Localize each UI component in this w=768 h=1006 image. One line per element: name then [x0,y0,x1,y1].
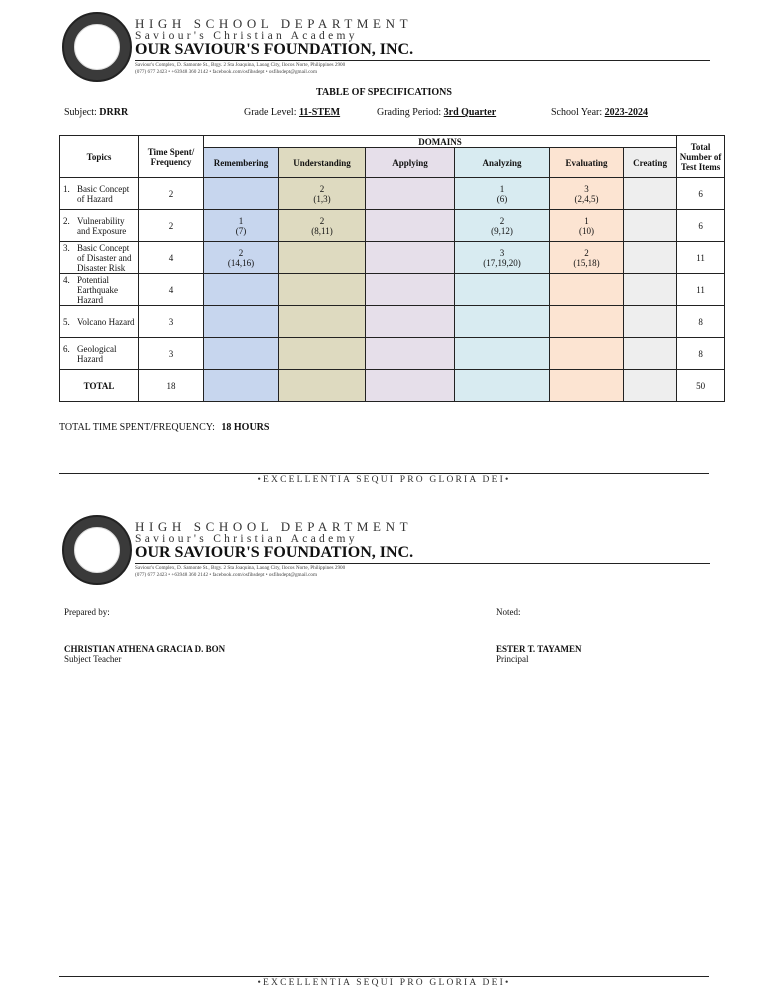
item-numbers: (6) [496,193,508,204]
item-count: 2 [319,215,325,226]
item-count: 1 [238,215,244,226]
academy-name: Saviour's Christian Academy [135,30,358,42]
item-count: 3 [499,247,505,258]
header-rule-2 [135,563,710,564]
letterhead-1 [62,12,712,78]
period-label: Grading Period: [377,107,442,118]
remembering-cell [204,306,279,338]
item-numbers: (15,18) [573,257,600,268]
foundation-name: OUR SAVIOUR'S FOUNDATION, INC. [135,41,414,58]
prepared-by-role: Subject Teacher [64,654,122,664]
item-count: 3 [584,183,589,194]
table-total-row [60,370,725,402]
year-info [551,107,648,118]
creating-cell [624,274,677,306]
total-items-cell: 11 [677,274,725,306]
address-text-2 [135,565,710,578]
topic-cell [60,210,139,242]
time-cell: 3 [139,306,204,338]
item-numbers: (14,16) [227,257,255,268]
grade-value: 11-STEM [298,107,341,118]
applying-cell [366,338,455,370]
grade-label: Grade Level: [244,107,297,118]
address-line-2: (077) 677 2423 • +63948 360 2142 • facebook.com/osfihsdept • osfihsdept@gmail.com [135,68,318,75]
analyzing-cell [455,242,550,274]
table-row [60,338,725,370]
analyzing-cell [455,274,550,306]
prepared-by-block [64,607,225,664]
prepared-by-name: CHRISTIAN ATHENA GRACIA D. BON [64,644,226,654]
header-time-spent: Time Spent/ Frequency [139,136,204,178]
understanding-cell [279,242,366,274]
topic-number: 2. [63,215,70,226]
header-rule [135,60,710,61]
period-info [377,107,496,118]
address-text [135,62,710,75]
time-cell: 2 [139,210,204,242]
header-creating: Creating [624,148,677,178]
header-analyzing: Analyzing [455,148,550,178]
understanding-cell [279,338,366,370]
topic-cell [60,178,139,210]
understanding-cell [279,210,366,242]
table-row [60,274,725,306]
time-summary-value: 18 HOURS [221,422,270,433]
creating-cell [624,306,677,338]
total-items-cell: 6 [677,178,725,210]
topic-cell [60,306,139,338]
evaluating-cell [550,210,624,242]
item-numbers: (1,3) [313,193,331,204]
time-cell: 2 [139,178,204,210]
foundation-name-2: OUR SAVIOUR'S FOUNDATION, INC. [135,544,414,561]
item-count: 2 [499,215,505,226]
header-understanding: Understanding [279,148,366,178]
item-numbers: (8,11) [311,225,333,236]
creating-cell [624,210,677,242]
total-applying-cell [366,370,455,402]
understanding-cell [279,274,366,306]
topic-name: Vulnerability and Exposure [77,215,127,236]
year-value: 2023-2024 [604,107,648,118]
noted-by-label: Noted: [496,607,521,617]
total-items-cell: 6 [677,210,725,242]
school-seal-logo [62,12,132,82]
footer-rule-2 [59,976,709,977]
header-applying: Applying [366,148,455,178]
remembering-cell [204,242,279,274]
total-items-cell: 8 [677,338,725,370]
period-value: 3rd Quarter [443,107,497,118]
item-numbers: (10) [579,225,594,236]
remembering-cell [204,210,279,242]
creating-cell [624,242,677,274]
understanding-cell [279,306,366,338]
total-evaluating-cell [550,370,624,402]
remembering-cell [204,338,279,370]
applying-cell [366,178,455,210]
document-title: TABLE OF SPECIFICATIONS [316,87,452,98]
topic-number: 4. [63,274,70,285]
topic-name: Volcano Hazard [77,316,135,327]
total-time: 18 [139,370,204,402]
seal-emblem-icon [74,24,120,70]
evaluating-cell [550,242,624,274]
remembering-cell [204,178,279,210]
footer-motto-1: •EXCELLENTIA SEQUI PRO GLORIA DEI• [257,475,511,485]
topic-name: Geological Hazard [77,343,117,364]
analyzing-cell [455,178,550,210]
department-name-2: HIGH SCHOOL DEPARTMENT [135,519,413,534]
total-items-cell: 8 [677,306,725,338]
total-understanding-cell [279,370,366,402]
item-count: 2 [319,183,325,194]
topic-cell [60,338,139,370]
header-domains: DOMAINS [204,136,677,148]
seal-emblem-icon [74,527,120,573]
item-numbers: (2,4,5) [574,193,599,204]
total-creating-cell [624,370,677,402]
analyzing-cell [455,338,550,370]
applying-cell [366,210,455,242]
topic-name: Basic Concept of Hazard [77,183,130,204]
header-total-items: Total Number of Test Items [677,136,725,178]
table-row [60,306,725,338]
time-summary-label: TOTAL TIME SPENT/FREQUENCY: [59,422,215,433]
topic-number: 1. [63,183,70,194]
topic-cell [60,274,139,306]
analyzing-cell [455,306,550,338]
applying-cell [366,242,455,274]
evaluating-cell [550,178,624,210]
item-numbers: (7) [235,225,247,236]
header-remembering: Remembering [204,148,279,178]
total-items-cell: 11 [677,242,725,274]
time-cell: 3 [139,338,204,370]
applying-cell [366,274,455,306]
footer-rule-1 [59,473,709,474]
analyzing-cell [455,210,550,242]
evaluating-cell [550,338,624,370]
school-seal-logo-2 [62,515,132,585]
topic-name: Potential Earthquake Hazard [77,274,118,305]
topic-name: Basic Concept of Disaster and Disaster Risk [77,242,132,273]
header-topics: Topics [60,136,139,178]
time-cell: 4 [139,274,204,306]
time-cell: 4 [139,242,204,274]
department-name: HIGH SCHOOL DEPARTMENT [135,16,413,31]
address-line-1: Saviour's Complex, D. Samonte St., Brgy. 2 Sta Joaquina, Laoag City, Ilocos Norte, Philippines 2900 [135,565,346,571]
item-numbers: (17,19,20) [483,257,521,268]
remembering-cell [204,274,279,306]
evaluating-cell [550,274,624,306]
address-line-2: (077) 677 2423 • +63948 360 2142 • facebook.com/osfihsdept • osfihsdept@gmail.com [135,571,318,578]
footer-motto-2: •EXCELLENTIA SEQUI PRO GLORIA DEI• [257,978,511,988]
table-row [60,210,725,242]
address-line-1: Saviour's Complex, D. Samonte St., Brgy. 2 Sta Joaquina, Laoag City, Ilocos Norte, Philippines 2900 [135,62,346,68]
topic-number: 6. [63,343,70,354]
topic-number: 3. [63,242,70,253]
academy-name-2: Saviour's Christian Academy [135,533,358,545]
noted-by-block [496,607,581,664]
specifications-table [59,135,725,402]
total-items: 50 [677,370,725,402]
prepared-by-label: Prepared by: [64,607,110,617]
item-count: 2 [238,247,244,258]
total-label: TOTAL [60,370,139,402]
topic-number: 5. [63,316,70,327]
letterhead-2 [62,515,712,581]
creating-cell [624,338,677,370]
applying-cell [366,306,455,338]
noted-by-role: Principal [496,654,529,664]
item-count: 1 [584,215,589,226]
subject-value: DRRR [99,107,129,118]
total-analyzing-cell [455,370,550,402]
grade-info [244,107,340,118]
creating-cell [624,178,677,210]
item-numbers: (9,12) [491,225,513,236]
understanding-cell [279,178,366,210]
item-count: 2 [584,247,589,258]
header-evaluating: Evaluating [550,148,624,178]
evaluating-cell [550,306,624,338]
time-summary [59,422,269,433]
subject-label: Subject: [64,107,97,118]
topic-cell [60,242,139,274]
table-row [60,242,725,274]
noted-by-name: ESTER T. TAYAMEN [496,644,582,654]
year-label: School Year: [551,107,603,118]
table-row [60,178,725,210]
total-remembering-cell [204,370,279,402]
subject-info [64,107,128,118]
item-count: 1 [499,183,505,194]
